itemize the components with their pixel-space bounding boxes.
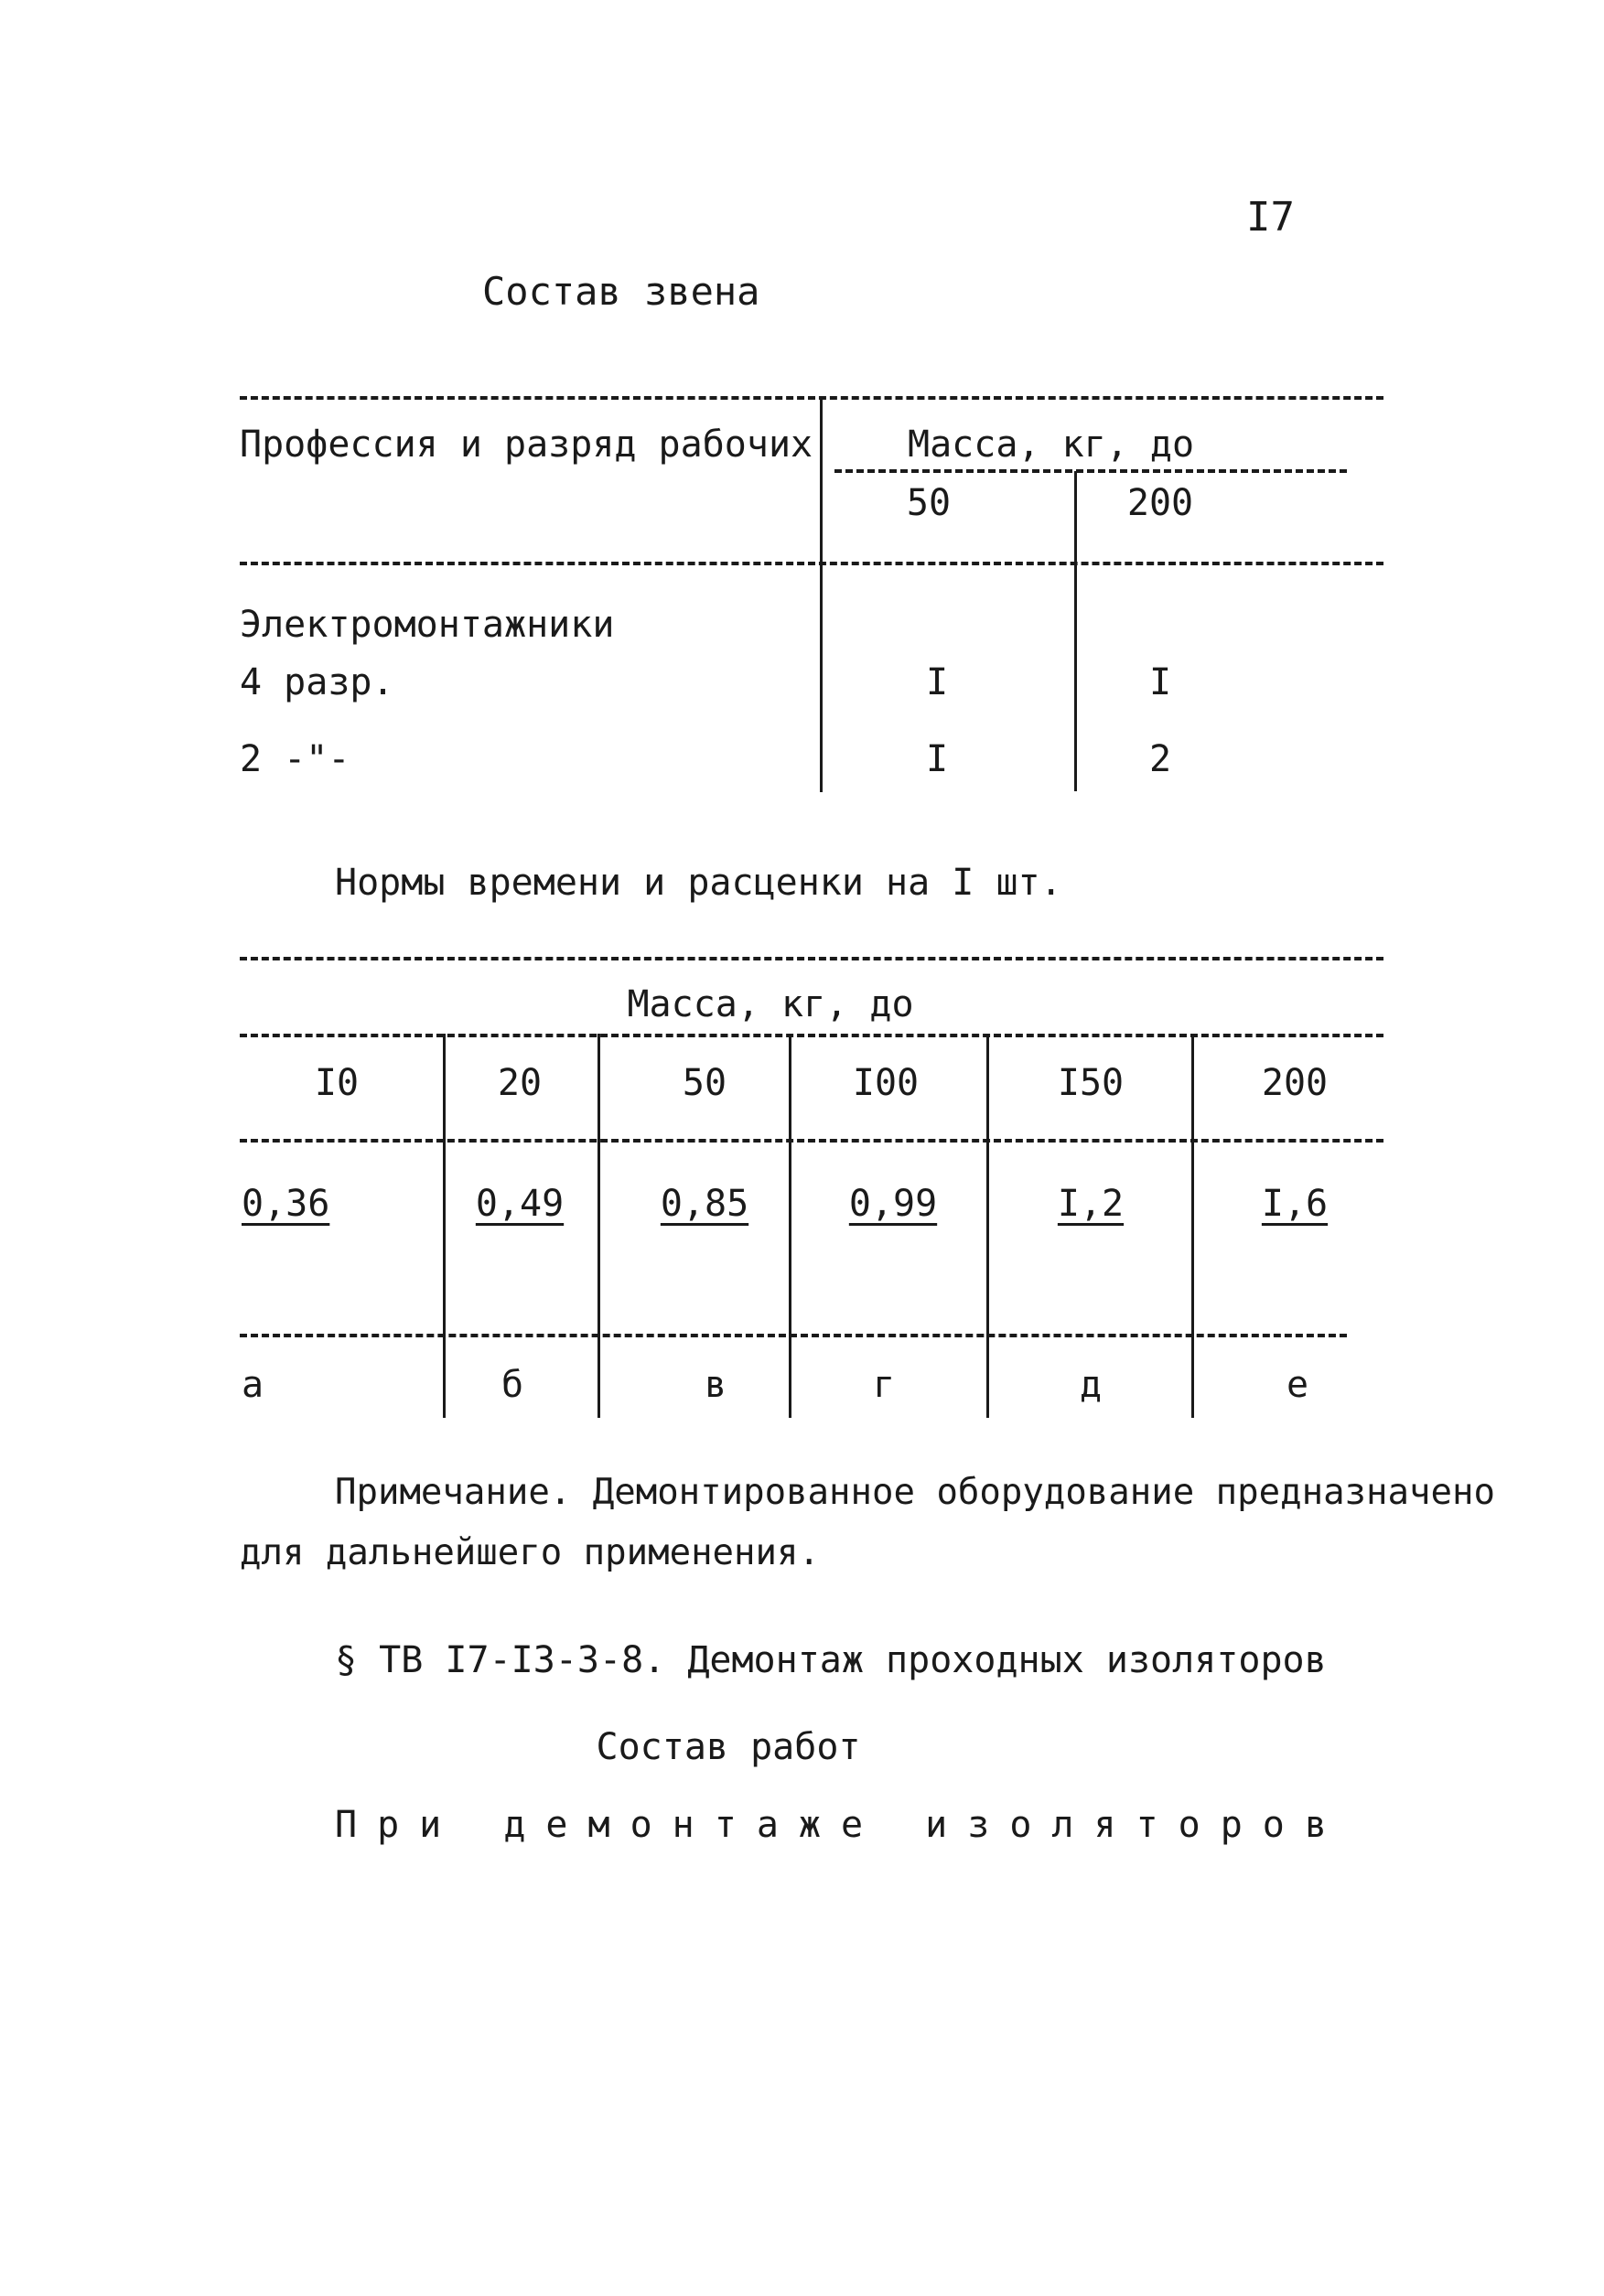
norms-col-header: I0 xyxy=(314,1062,360,1104)
crew-header-bottom-rule xyxy=(240,562,1383,565)
norms-values-top-rule xyxy=(240,1139,1383,1143)
norms-col-header: I50 xyxy=(1057,1062,1125,1104)
crew-row-value: 2 xyxy=(1148,738,1172,780)
crew-row-label: Электромонтажники xyxy=(240,604,615,646)
crew-mass-divider xyxy=(1074,471,1077,791)
norms-value: 0,36 xyxy=(242,1183,330,1225)
note-line-1: Примечание. Демонтированное оборудование предназначено xyxy=(335,1472,1495,1513)
crew-header-profession: Профессия и разряд рабочих xyxy=(240,424,813,466)
norms-col-divider xyxy=(597,1034,600,1418)
crew-row-value: I xyxy=(925,661,949,703)
work-title: Состав работ xyxy=(596,1726,861,1768)
norms-col-header: 200 xyxy=(1261,1062,1329,1104)
norms-col-divider xyxy=(1191,1034,1194,1418)
norms-col-divider xyxy=(986,1034,989,1418)
norms-header-mass: Масса, кг, до xyxy=(627,983,914,1025)
norms-value: 0,49 xyxy=(475,1183,565,1225)
crew-table-top-rule xyxy=(240,396,1383,400)
section-heading: § ТВ I7-I3-3-8. Демонтаж проходных изоляторов xyxy=(335,1639,1327,1681)
norms-col-header: 20 xyxy=(497,1062,543,1104)
work-subtitle: При демонтаже изоляторов xyxy=(335,1804,1347,1846)
note-line-2: для дальнейшего применения. xyxy=(240,1532,820,1573)
crew-mass-col-200: 200 xyxy=(1126,482,1194,524)
norms-col-header: I00 xyxy=(852,1062,920,1104)
norms-header-sub-rule xyxy=(240,1034,1383,1037)
norms-table-top-rule xyxy=(240,957,1383,960)
norms-letter: г xyxy=(872,1364,896,1406)
norms-letter: е xyxy=(1286,1364,1309,1406)
norms-value: 0,85 xyxy=(660,1183,749,1225)
norms-letter: д xyxy=(1079,1364,1103,1406)
norms-value: I,2 xyxy=(1057,1183,1125,1225)
crew-row-label: 4 разр. xyxy=(240,661,394,703)
norms-letter: а xyxy=(242,1364,264,1406)
crew-row-value: I xyxy=(925,738,949,780)
crew-section-title: Состав звена xyxy=(482,269,760,314)
norms-letters-top-rule xyxy=(240,1334,1347,1337)
norms-col-header: 50 xyxy=(682,1062,727,1104)
crew-mass-col-50: 50 xyxy=(906,482,952,524)
norms-value: I,6 xyxy=(1261,1183,1329,1225)
norms-col-divider xyxy=(443,1034,446,1418)
crew-row-value: I xyxy=(1148,661,1172,703)
crew-table-divider xyxy=(820,396,823,792)
page-number: I7 xyxy=(1246,194,1295,241)
norms-value: 0,99 xyxy=(848,1183,938,1225)
crew-row-label: 2 -"- xyxy=(240,738,350,780)
norms-letter: б xyxy=(501,1364,524,1406)
crew-header-mass: Масса, кг, до xyxy=(908,424,1195,466)
crew-header-sub-rule xyxy=(834,469,1347,473)
norms-letter: в xyxy=(704,1364,727,1406)
norms-col-divider xyxy=(789,1034,791,1418)
norms-section-title: Нормы времени и расценки на I шт. xyxy=(335,862,1062,904)
